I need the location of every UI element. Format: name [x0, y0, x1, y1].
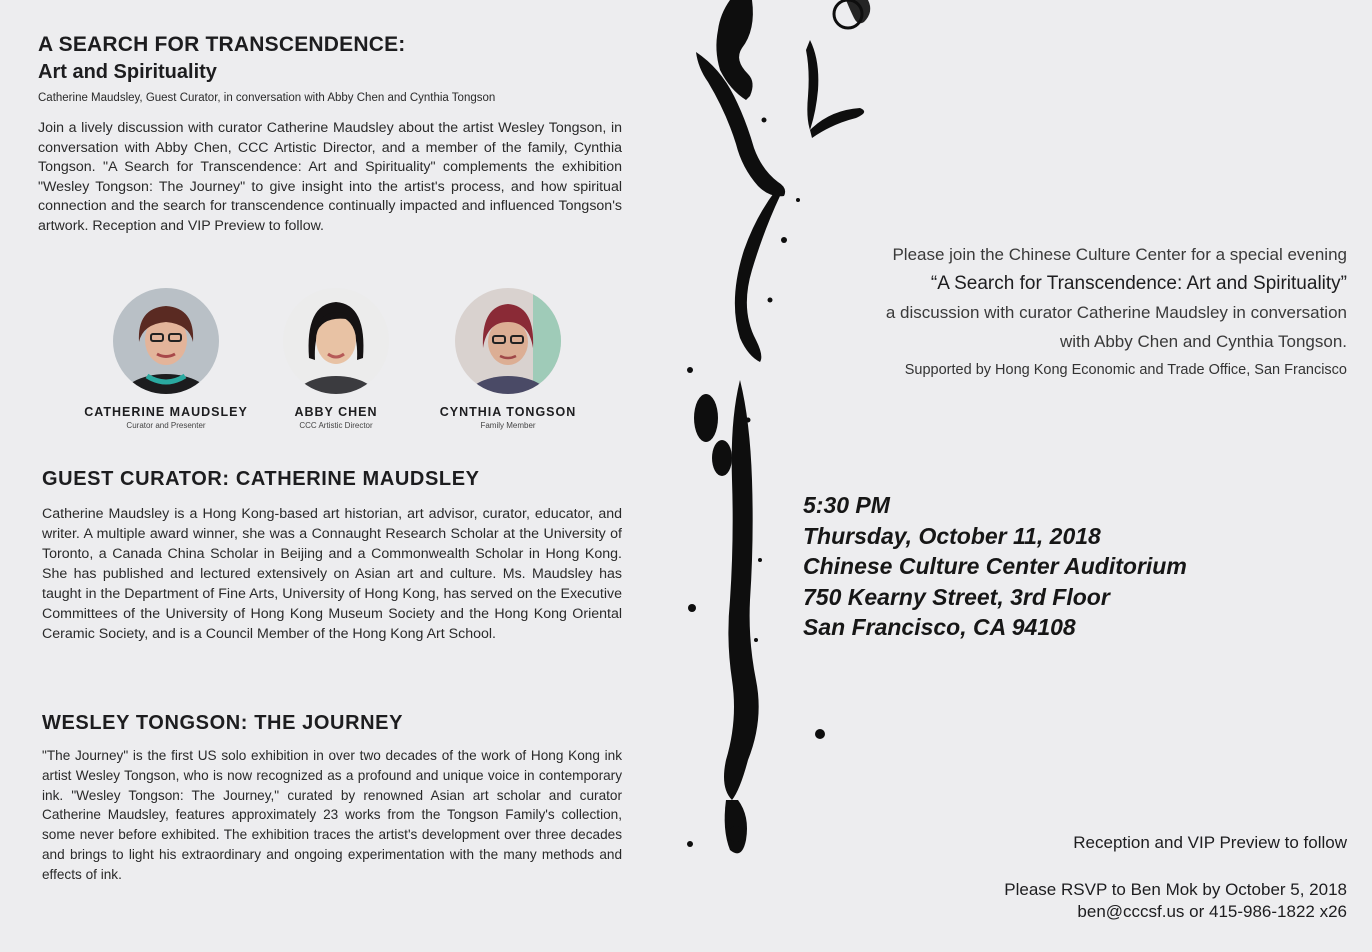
event-time: 5:30 PM	[803, 492, 890, 518]
journey-section	[42, 711, 622, 885]
ink-brushstroke-artwork	[660, 0, 920, 952]
section-body: Catherine Maudsley is a Hong Kong-based art historian, art advisor, curator, educator, and writer. A multiple award winner, she was a Connaught Research Scholar at the University of Toronto, a Canada China Scholar in Beijing and a Commonwealth Scholar in Hong Kong. She has published and lectured extensively on Asian art and culture. Ms. Maudsley has taught in the Department of Fine Arts, University of Hong Kong, has served on the Executive Committees of the University of Hong Kong Museum Society and the Hong Kong Oriental Ceramic Society, and is a Council Member of the Hong Kong Art School.	[42, 506, 622, 642]
speaker-name: ABBY CHEN	[294, 405, 378, 419]
speaker-name: CATHERINE MAUDSLEY	[84, 405, 248, 419]
event-street: 750 Kearny Street, 3rd Floor	[803, 583, 1110, 610]
intro-paragraph: Join a lively discussion with curator Catherine Maudsley about the artist Wesley Tongson, in conversation with Abby Chen, CCC Artistic Director, and a member of the family, Cynthia Tongson. "A Search for Transcendence: Art and Spirituality" complements the exhibition "Wesley Tongson: The Journey" to give insight into the artist's process, and how spiritual connection and the search for transcendence continually impacted and influenced Tongson's artwork. Reception and VIP Preview to follow.	[38, 120, 622, 234]
sponsor-line: Supported by Hong Kong Economic and Trade Office, San Francisco	[904, 362, 1347, 378]
rsvp-line: Please RSVP to Ben Mok by October 5, 2018	[1004, 880, 1347, 899]
event-venue: Chinese Culture Center Auditorium	[803, 553, 1187, 579]
speaker-role: CCC Artistic Director	[299, 421, 373, 430]
invitation-line: Please join the Chinese Culture Center for a special evening	[892, 245, 1347, 264]
intro-block	[38, 32, 622, 237]
section-title: GUEST CURATOR: CATHERINE MAUDSLEY	[42, 468, 480, 490]
invitation-block	[787, 240, 1347, 385]
avatar	[283, 288, 389, 394]
speakers-row	[38, 288, 622, 428]
event-date: Thursday, October 11, 2018	[803, 522, 1101, 549]
rsvp-block	[827, 832, 1347, 923]
speaker-role: Family Member	[480, 421, 536, 430]
main-subtitle: Art and Spirituality	[38, 61, 217, 83]
curator-section	[42, 467, 622, 644]
speaker-cynthia-tongson	[418, 288, 598, 431]
byline: Catherine Maudsley, Guest Curator, in conversation with Abby Chen and Cynthia Tongson	[38, 92, 496, 104]
main-title: A SEARCH FOR TRANSCENDENCE:	[38, 33, 406, 56]
speaker-abby-chen	[246, 288, 426, 431]
invitation-line: a discussion with curator Catherine Maudsley in conversation	[885, 303, 1347, 322]
avatar	[455, 288, 561, 394]
event-city: San Francisco, CA 94108	[803, 614, 1076, 640]
speaker-name: CYNTHIA TONGSON	[439, 405, 577, 419]
event-details	[803, 490, 1323, 643]
reception-note: Reception and VIP Preview to follow	[1073, 833, 1347, 852]
invitation-line: with Abby Chen and Cynthia Tongson.	[1060, 332, 1347, 351]
speaker-role: Curator and Presenter	[126, 421, 206, 430]
section-title: WESLEY TONGSON: THE JOURNEY	[42, 712, 404, 734]
invitation-event-title: “A Search for Transcendence: Art and Spirituality”	[930, 273, 1347, 294]
avatar	[113, 288, 219, 394]
rsvp-contact: ben@cccsf.us or 415-986-1822 x26	[1077, 902, 1347, 921]
speaker-catherine-maudsley	[76, 288, 256, 431]
section-body: "The Journey" is the first US solo exhibition in over two decades of the work of Hong Kong ink artist Wesley Tongson, who is now recognized as a profound and unique voice in contemporary ink. "Wesley Tongson: The Journey," curated by renowned Asian art scholar and curator Catherine Maudsley, features approximately 23 works from the Tongson Family's collection, some never before exhibited. The exhibition traces the artist's development over three decades and brings to light his extraordinary and ongoing experimentation with the many methods and effects of ink.	[42, 748, 622, 882]
